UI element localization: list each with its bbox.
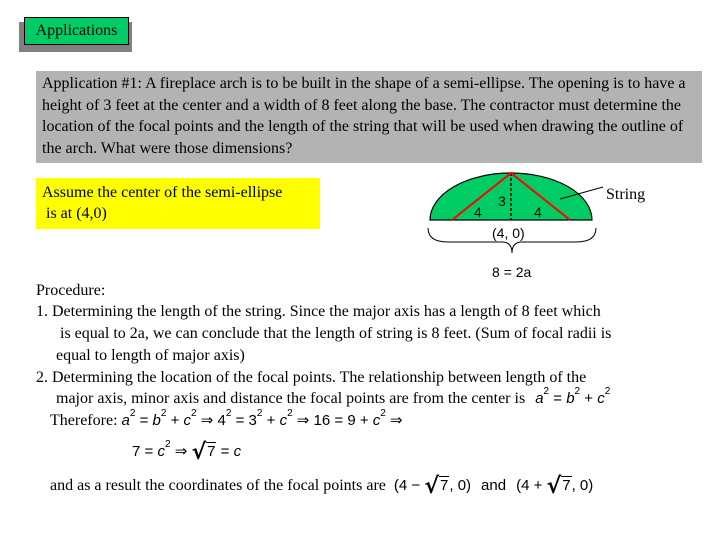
focal-point-1: (4 − √7, 0) bbox=[393, 474, 472, 499]
and-label: and bbox=[481, 477, 507, 494]
semi-ellipse-diagram bbox=[420, 165, 710, 285]
solve-line bbox=[132, 439, 242, 465]
string-label: String bbox=[606, 186, 646, 203]
step1-line1: 1. Determining the length of the string. Since the major axis has a length of 8 feet which bbox=[36, 303, 601, 320]
procedure-heading: Procedure: bbox=[36, 282, 106, 299]
substitution-formula: $a^2 = b^2 + c^2$ ⇒ $4^2 = 3^2 + c^2$ ⇒ $16 = 9 + c^2$ ⇒ bbox=[121, 408, 403, 429]
slide-title: Applications bbox=[24, 17, 129, 45]
step2-line2-text: major axis, minor axis and distance the focal points are from the center is bbox=[56, 390, 526, 407]
problem-statement: Application #1: A fireplace arch is to be built in the shape of a semi-ellipse. The opening is to have a height of 3 feet at the center and a width of 8 feet along the base. The contractor must determine the location of the focal points and the length of the string that will be used when drawing the outline of the arch. What were those dimensions? bbox=[36, 71, 702, 163]
radical-icon: √ bbox=[424, 474, 440, 499]
conclusion-text: and as a result the coordinates of the focal points are bbox=[50, 477, 386, 494]
assumption-line-2: is at (4,0) bbox=[46, 205, 107, 222]
radical-icon: √ bbox=[191, 440, 207, 465]
conclusion-line bbox=[50, 474, 594, 499]
step1-line2: is equal to 2a, we can conclude that the length of string is 8 feet. (Sum of focal radii is bbox=[60, 325, 612, 342]
therefore-line bbox=[50, 410, 403, 431]
height-label: 3 bbox=[498, 193, 506, 209]
step2-line1: 2. Determining the location of the focal points. The relationship between length of the bbox=[36, 369, 587, 386]
right-focal-distance-label: 4 bbox=[534, 204, 542, 220]
solve-formula: $7 = c^2$ ⇒ √7 = c bbox=[132, 439, 242, 465]
focal-point-2: (4 + √7, 0) bbox=[516, 474, 594, 499]
assumption-line-1: Assume the center of the semi-ellipse bbox=[42, 184, 283, 201]
assumption-box bbox=[36, 178, 320, 229]
center-label: (4, 0) bbox=[492, 225, 525, 241]
step2-line2 bbox=[56, 388, 610, 409]
radical-icon: √ bbox=[546, 474, 562, 499]
sqrt-seven: √7 bbox=[191, 440, 216, 465]
step1-line3: equal to length of major axis) bbox=[56, 347, 245, 364]
therefore-label: Therefore: bbox=[50, 412, 118, 429]
relationship-formula: $a^2 = b^2 + c^2$ bbox=[535, 386, 611, 407]
left-focal-distance-label: 4 bbox=[474, 204, 482, 220]
brace-label: 8 = 2a bbox=[492, 264, 532, 280]
